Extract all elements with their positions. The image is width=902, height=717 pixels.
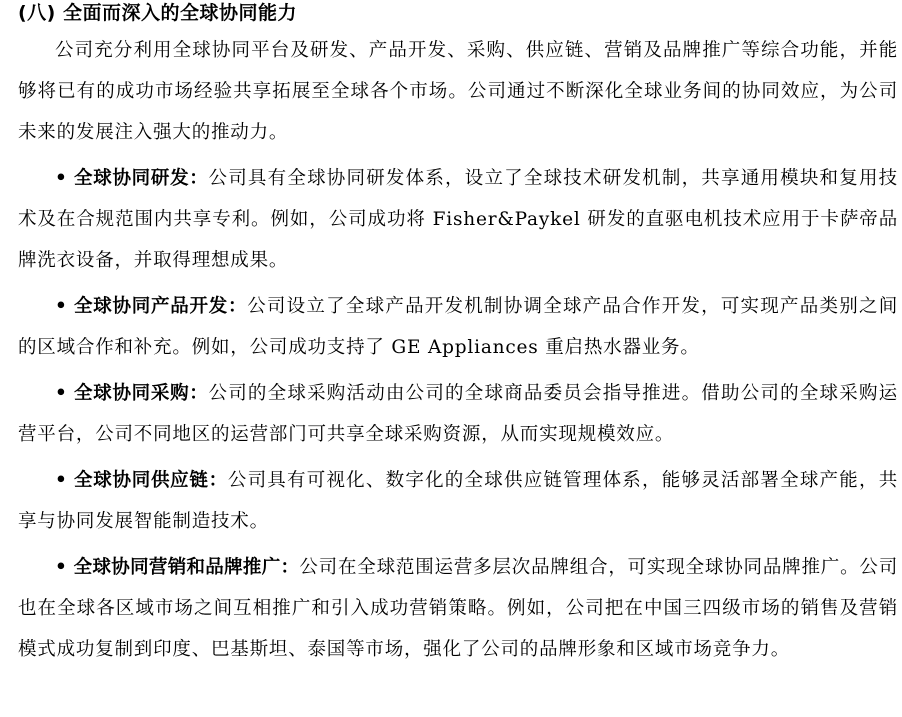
bullet-title: 全球协同产品开发： — [73, 296, 248, 317]
section-heading: (八) 全面而深入的全球协同能力 — [18, 2, 297, 24]
bullet-text: 公司具有全球协同研发体系，设立了全球技术研发机制，共享通用模块和复用技术及在合规范围内共享专利。例如，公司成功将 Fisher&Paykel 研发的直驱电机技术应用于卡萨帝品牌洗衣设备，并取得理想成果。 — [18, 168, 898, 271]
intro-paragraph: 公司充分利用全球协同平台及研发、产品开发、采购、供应链、营销及品牌推广等综合功能，并能够将已有的成功市场经验共享拓展至全球各个市场。公司通过不断深化全球业务间的协同效应，为公司未来的发展注入强大的推动力。 — [18, 40, 898, 143]
bullet-title: 全球协同采购： — [73, 383, 209, 404]
bullet-marker: • — [55, 383, 68, 404]
bullet-text: 公司的全球采购活动由公司的全球商品委员会指导推进。借助公司的全球采购运营平台，公司不同地区的运营部门可共享全球采购资源，从而实现规模效应。 — [18, 383, 898, 445]
bullet-title: 全球协同营销和品牌推广： — [73, 557, 300, 578]
bullet-marketing — [18, 547, 898, 670]
bullet-procurement — [18, 373, 898, 455]
bullet-marker: • — [55, 557, 68, 578]
bullet-marker: • — [55, 296, 68, 317]
bullet-title: 全球协同研发： — [73, 168, 209, 189]
bullet-text: 公司在全球范围运营多层次品牌组合，可实现全球协同品牌推广。公司也在全球各区域市场之间互相推广和引入成功营销策略。例如，公司把在中国三四级市场的销售及营销模式成功复制到印度、巴基斯坦、泰国等市场，强化了公司的品牌形象和区域市场竞争力。 — [18, 557, 898, 660]
bullet-research — [18, 158, 898, 281]
bullet-title: 全球协同供应链： — [73, 470, 228, 491]
bullet-text: 公司具有可视化、数字化的全球供应链管理体系，能够灵活部署全球产能，共享与协同发展智能制造技术。 — [18, 470, 899, 532]
bullet-supply-chain — [18, 460, 898, 542]
bullet-marker: • — [55, 168, 68, 189]
bullet-marker: • — [55, 470, 68, 491]
bullet-text: 公司设立了全球产品开发机制协调全球产品合作开发，可实现产品类别之间的区域合作和补充。例如，公司成功支持了 GE Appliances 重启热水器业务。 — [18, 296, 899, 358]
bullet-product-development — [18, 286, 898, 368]
